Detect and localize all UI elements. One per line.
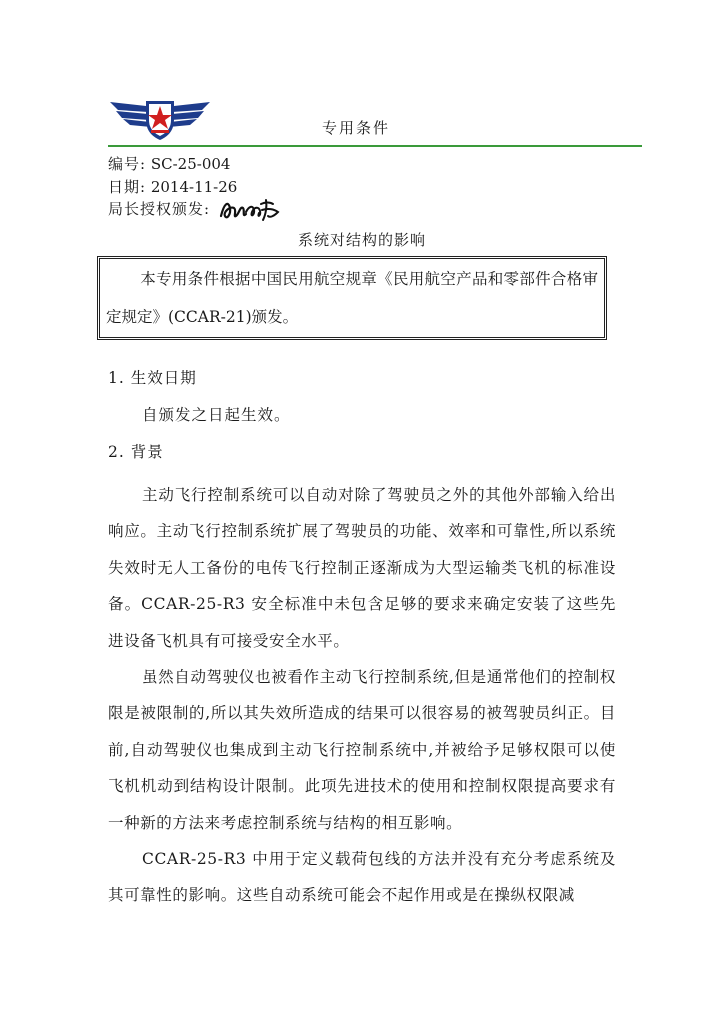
document-title: 系统对结构的影响	[297, 231, 426, 249]
issuer-label: 局长授权颁发:	[108, 200, 211, 218]
notice-content: 本专用条件根据中国民用航空规章《民用航空产品和零部件合格审定规定》(CCAR-21)颁发。	[106, 270, 598, 326]
header-title: 专用条件	[322, 119, 391, 137]
section-heading: 2. 背景	[108, 443, 164, 461]
paragraph: 虽然自动驾驶仪也被看作主动飞行控制系统,但是通常他们的控制权限是被限制的,所以其失效所造成的结果可以很容易的被驾驶员纠正。目前,自动驾驶仪也集成到主动飞行控制系统中,并被给予足够权限可以使飞机机动到结构设计限制。此项先进技术的使用和控制权限提高要求有一种新的方法来考虑控制系统与结构的相互影响。	[108, 668, 616, 832]
section-heading: 1. 生效日期	[108, 369, 197, 387]
notice-text	[106, 260, 598, 336]
number-label: 编号:	[108, 155, 147, 173]
signature-icon	[218, 196, 282, 224]
document-number	[108, 154, 230, 174]
date-label: 日期:	[108, 178, 147, 196]
document-body	[108, 366, 616, 914]
notice-box	[97, 256, 607, 340]
issuer-line	[108, 199, 210, 219]
caac-logo-icon	[108, 96, 212, 142]
paragraph: 主动飞行控制系统可以自动对除了驾驶员之外的其他外部输入给出响应。主动飞行控制系统扩展了驾驶员的功能、效率和可靠性,所以系统失效时无人工备份的电传飞行控制正逐渐成为大型运输类飞机的标准设备。CCAR-25-R3 安全标准中未包含足够的要求来确定安装了这些先进设备飞机具有可接受安全水平。	[108, 486, 616, 650]
number-value: SC-25-004	[150, 155, 231, 173]
paragraph: CCAR-25-R3 中用于定义载荷包线的方法并没有充分考虑系统及其可靠性的影响。这些自动系统可能会不起作用或是在操纵权限减	[108, 850, 616, 905]
section-text: 自颁发之日起生效。	[142, 406, 291, 424]
date-value: 2014-11-26	[150, 178, 238, 196]
document-date	[108, 177, 237, 197]
header-divider	[108, 145, 642, 147]
